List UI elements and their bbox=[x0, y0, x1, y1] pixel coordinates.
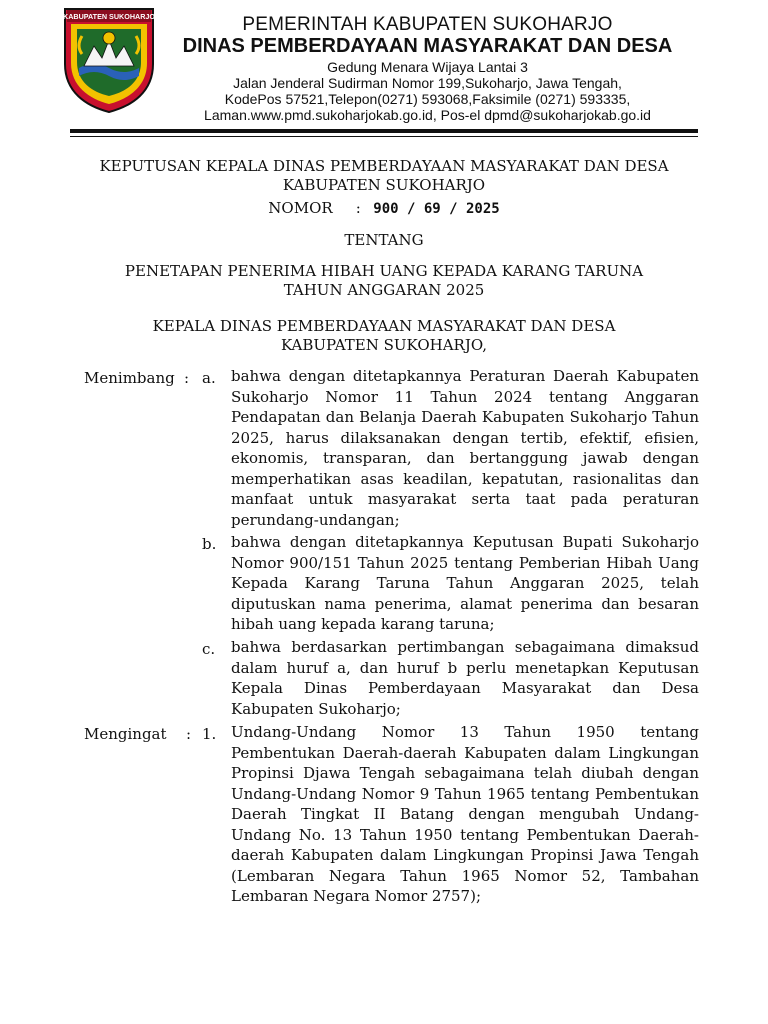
decree-number bbox=[70, 199, 698, 217]
decree-issuer-line2: KABUPATEN SUKOHARJO, bbox=[280, 336, 488, 354]
letterhead-contact: KodePos 57521,Telepon(0271) 593068,Faksimile (0271) 593335, bbox=[224, 91, 631, 107]
letterhead-building: Gedung Menara Wijaya Lantai 3 bbox=[327, 59, 528, 75]
decree-number-value: 900 / 69 / 2025 bbox=[373, 201, 500, 217]
letterhead-divider-thin bbox=[70, 136, 698, 137]
letterhead-divider-thick bbox=[70, 129, 698, 133]
mengingat-item-1-marker: 1. bbox=[202, 725, 217, 743]
logo-caption: KABUPATEN SUKOHARJO bbox=[63, 12, 155, 21]
mengingat-item-1-text: Undang-Undang Nomor 13 Tahun 1950 tentang Pembentukan Daerah-daerah Kabupaten dalam Lingkungan Propinsi Djawa Tengah sebagaimana telah diubah dengan Undang-Undang Nomor 9 Tahun 1965 tentang Pembentukan Daerah Tingkat II Batang dengan mengubah Undang-Undang No. 13 Tahun 1950 tentang Pembentukan Daerah-daerah Kabupaten dalam Lingkungan Propinsi Jawa Tengah (Lembaran Negara Tahun 1965 Nomor 52, Tambahan Lembaran Negara Nomor 2757); bbox=[231, 723, 699, 905]
mengingat-label: Mengingat bbox=[84, 725, 167, 743]
decree-title-line1: KEPUTUSAN KEPALA DINAS PEMBERDAYAAN MASYARAKAT DAN DESA bbox=[99, 157, 669, 175]
decree-title-line2: KABUPATEN SUKOHARJO bbox=[282, 176, 486, 194]
decree-number-label: NOMOR bbox=[268, 199, 333, 217]
menimbang-colon: : bbox=[184, 369, 190, 387]
decree-issuer-line1: KEPALA DINAS PEMBERDAYAAN MASYARAKAT DAN DESA bbox=[152, 317, 616, 335]
letterhead-address: Jalan Jenderal Sudirman Nomor 199,Sukoharjo, Jawa Tengah, bbox=[233, 75, 622, 91]
decree-tentang: TENTANG bbox=[344, 231, 424, 249]
menimbang-item-a-marker: a. bbox=[202, 369, 216, 387]
letterhead-website-email: Laman.www.pmd.sukoharjokab.go.id, Pos-el dpmd@sukoharjokab.go.id bbox=[204, 107, 651, 123]
menimbang-label: Menimbang bbox=[84, 369, 175, 387]
menimbang-item-a-text: bahwa dengan ditetapkannya Peraturan Daerah Kabupaten Sukoharjo Nomor 11 Tahun 2024 tentang Anggaran Pendapatan dan Belanja Daerah Kabupaten Sukoharjo Tahun 2025, harus dilaksanakan dengan tertib, efektif, efisien, ekonomis, transparan, dan bertanggung jawab dengan memperhatikan asas keadilan, kepatutan, rasionalitas dan manfaat untuk masyarakat serta taat pada peraturan perundang-undangan; bbox=[231, 367, 699, 529]
letterhead-agency: DINAS PEMBERDAYAAN MASYARAKAT DAN DESA bbox=[182, 35, 673, 57]
menimbang-item-c-text: bahwa berdasarkan pertimbangan sebagaimana dimaksud dalam huruf a, dan huruf b perlu menetapkan Keputusan Kepala Dinas Pemberdayaan Masyarakat dan Desa Kabupaten Sukoharjo; bbox=[231, 638, 699, 718]
mengingat-colon: : bbox=[186, 725, 192, 743]
menimbang-item-c-marker: c. bbox=[202, 640, 216, 658]
decree-subject-line2: TAHUN ANGGARAN 2025 bbox=[283, 281, 485, 299]
menimbang-item-b-marker: b. bbox=[202, 535, 217, 553]
decree-subject-line1: PENETAPAN PENERIMA HIBAH UANG KEPADA KARANG TARUNA bbox=[124, 262, 644, 280]
menimbang-item-b-text: bahwa dengan ditetapkannya Keputusan Bupati Sukoharjo Nomor 900/151 Tahun 2025 tentang Pemberian Hibah Uang Kepada Karang Taruna Tahun Anggaran 2025, telah diputuskan nama penerima, alamat penerima dan besaran hibah uang kepada karang taruna; bbox=[231, 533, 699, 633]
decree-number-colon: : bbox=[355, 199, 361, 217]
sukoharjo-coat-of-arms-logo bbox=[62, 6, 156, 114]
letterhead-government: PEMERINTAH KABUPATEN SUKOHARJO bbox=[242, 14, 613, 35]
